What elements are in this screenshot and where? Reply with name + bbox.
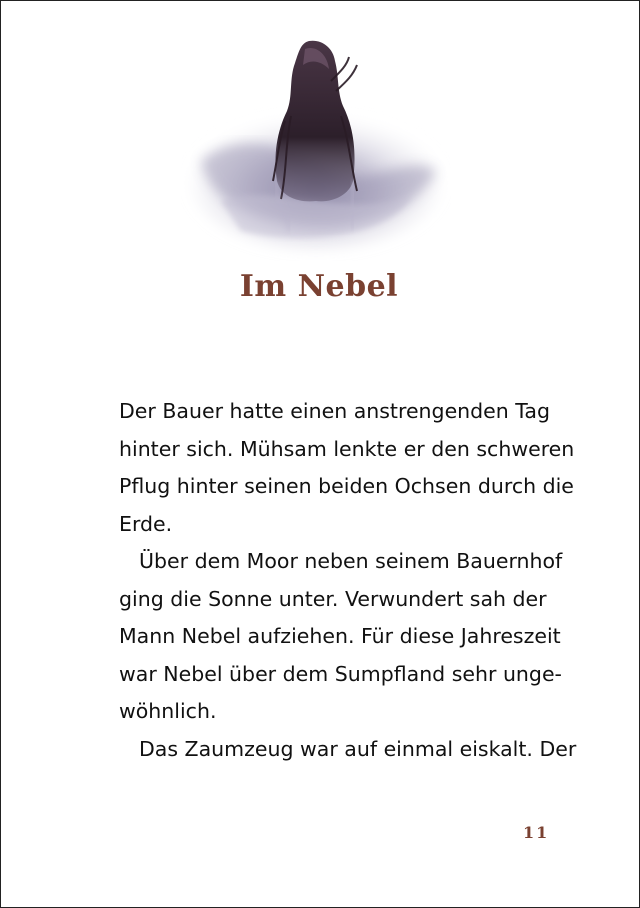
text-line: Pflug hinter seinen beiden Ochsen durch die <box>119 474 574 498</box>
text-line: Über dem Moor neben seinem Bauernhof <box>139 549 563 573</box>
page-number: 11 <box>523 823 550 842</box>
text-line: war Nebel über dem Sumpfland sehr unge- <box>119 661 562 686</box>
text-line: Mann Nebel aufziehen. Für diese Jahreszeit <box>119 624 561 648</box>
body-text <box>119 393 577 768</box>
text-line: Der Bauer hatte einen anstrengenden Tag <box>119 399 551 423</box>
text-line: hinter sich. Mühsam lenkte er den schweren <box>119 436 575 461</box>
chapter-title: Im Nebel <box>239 269 399 304</box>
text-line: Das Zaumzeug war auf einmal eiskalt. Der <box>139 736 577 761</box>
text-line: ging die Sonne unter. Verwundert sah der <box>119 586 547 611</box>
text-line: Erde. <box>119 511 173 536</box>
text-line: wöhnlich. <box>119 699 217 723</box>
hooded-figure-in-mist-illustration <box>181 31 451 261</box>
